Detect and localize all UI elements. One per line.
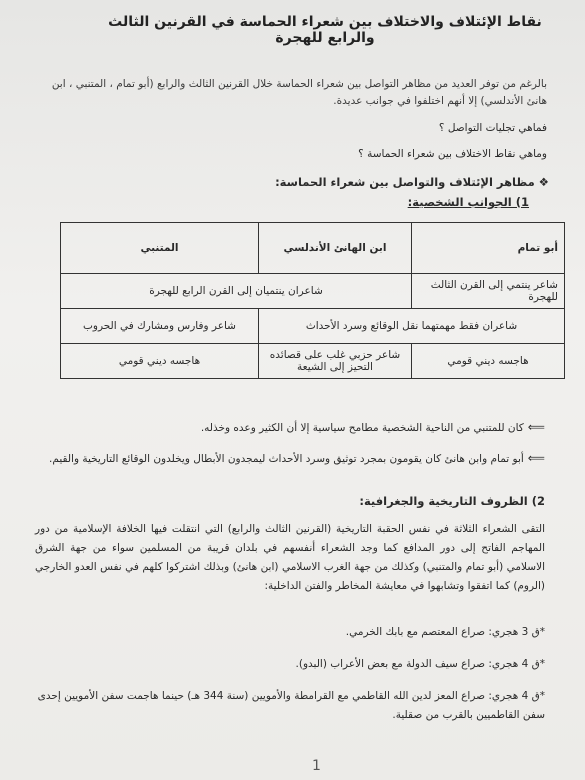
question-1: فماهي تجليات التواصل ؟ [438,122,547,134]
arrow-note-1 [35,418,545,437]
table-row [61,274,565,309]
table-cell: شاعر وفارس ومشارك في الحروب [61,309,259,344]
section1-heading: ❖ مظاهر الإئتلاف والتواصل بين شعراء الحماسة: [275,175,549,189]
table-header-mutanabbi: المتنبي [61,223,259,274]
page-number: 1 [312,758,321,774]
section2-paragraph: التقى الشعراء الثلاثة في نفس الحقبة التاريخية (القرنين الثالث والرابع) التي انتقلت فيها الخلافة الإسلامية من دور المهاجم الفاتح إلى دور المدافع كما وجد الشعراء أنفسهم في بلدان قريبة من المسلمين سواء من جهة الشرق الاسلامي (أبو تمام والمتنبي) وكذلك من جهة الغرب الاسلامي (ابن هانئ) وبذلك اشتركوا كلهم في نفس العدو الخارجي (الروم) كما اتفقوا وتشابهوا في معايشة المخاطر والفتن الداخلية: [35,523,545,592]
question-2: وماهي نقاط الاختلاف بين شعراء الحماسة ؟ [358,148,547,160]
table-row [61,344,565,379]
table-row [61,309,565,344]
table-header-abu-tammam: أبو تمام [412,223,565,274]
arrow-note-2-text: أبو تمام وابن هانئ كان يقومون بمجرد توثيق وسرد الأحداث ليمجدون الأبطال ويخلدون الوقائع التاريخية والقيم. [49,453,524,465]
century-4b-item: *ق 4 هجري: صراع المعز لدين الله القاطمي مع القرامطة والأمويين (سنة 344 هـ) حينما هاجمت سفن الأمويين إحدى سفن القاطميين بالقرب من صقلية. [37,690,545,721]
table-header-ibn-hani: ابن الهانئ الأندلسي [259,223,412,274]
page-title: نقاط الإئتلاف والاختلاف بين شعراء الحماسة في القرنين الثالث والرابع للهجرة [108,14,542,46]
table-cell: شاعر حزبي غلب على قصائده التحيز إلى الشيعة [259,344,412,379]
table-cell: هاجسه ديني قومي [412,344,565,379]
section1-subheading: 1) الجوانب الشخصية: [407,195,529,209]
intro-paragraph: بالرغم من توفر العديد من مظاهر التواصل بين شعراء الحماسة خلال القرنين الثالث والرابع (أبو تمام ، المتنبي ، ابن هانئ الأندلسي) إلا أنهم اختلفوا في جوانب عديدة. [51,78,547,107]
century-4a-item: *ق 4 هجري: صراع سيف الدولة مع بعض الأعراب (البدو). [295,658,545,670]
long-left-arrow-icon: ⟸ [527,420,545,434]
arrow-note-1-text: كان للمتنبي من الناحية الشخصية مطامح سياسية إلا أن الكثير وعده وخذله. [200,422,524,434]
table-cell: شاعران فقط مهمتهما نقل الوقائع وسرد الأحداث [259,309,565,344]
century-3-item: *ق 3 هجري: صراع المعتصم مع بابك الخرمي. [345,626,545,638]
long-left-arrow-icon: ⟸ [527,451,545,465]
arrow-note-2 [35,449,545,468]
section2-heading: 2) الظروف التاريخية والجغرافية: [359,494,545,508]
poets-comparison-table [60,222,565,379]
table-header-row [61,223,565,274]
table-cell: شاعر ينتمي إلى القرن الثالث للهجرة [412,274,565,309]
table-cell: شاعران ينتميان إلى القرن الرابع للهجرة [61,274,412,309]
table-cell: هاجسه ديني قومي [61,344,259,379]
